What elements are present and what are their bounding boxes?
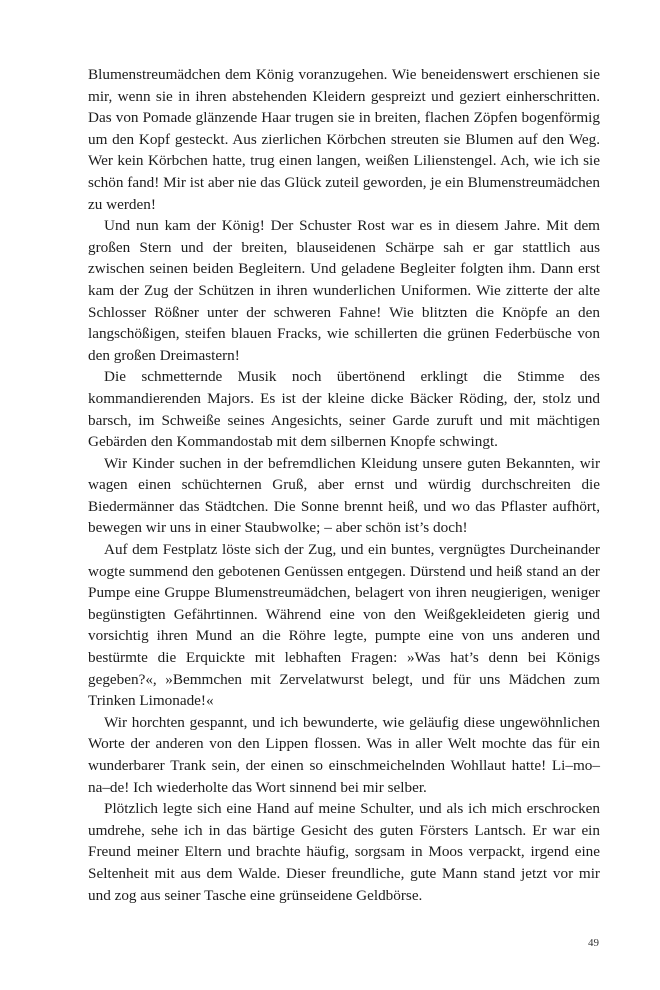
paragraph-4: Wir Kinder suchen in der befremdlichen Kleidung unsere guten Bekannten, wir wagen einen schüchternen Gruß, aber ernst und würdig durchschreiten die Biedermänner das Städtchen. Die Sonne brennt heiß, und wo das Pflaster aufhört, bewegen wir uns in einer Staubwolke; – aber schön ist’s doch!: [88, 454, 600, 537]
paragraph-2: Und nun kam der König! Der Schuster Rost war es in diesem Jahre. Mit dem großen Stern und der breiten, blauseidenen Schärpe sah er gar stattlich aus zwischen seinen beiden Begleitern. Und geladene Begleiter folgten ihm. Dann erst kam der Zug der Schützen in ihren wunderlichen Uniformen. Wie zitterte der alte Schlosser Rößner unter der schweren Fahne! Wie blitzten die Knöpfe an den langschößigen, steifen blauen Fracks, wie schillerten die grünen Federbüsche von den großen Dreimastern!: [88, 217, 600, 364]
paragraph-6: Wir horchten gespannt, und ich bewunderte, wie geläufig diese ungewöhnlichen Worte der anderen von den Lippen flossen. Was in aller Welt mochte das für ein wunderbarer Trank sein, der einen so einschmeichelnden Wohllaut hatte! Li–mo–na–de! Ich wiederholte das Wort sinnend bei mir selber.: [88, 713, 600, 796]
page-number: 49: [588, 937, 599, 949]
body-text: [88, 64, 600, 906]
paragraph-1: Blumenstreumädchen dem König voranzugehen. Wie beneidenswert erschienen sie mir, wenn sie in ihren abstehenden Kleidern gespreizt und geziert einherschritten. Das von Pomade glänzende Haar trugen sie in breiten, flachen Zöpfen bogenförmig um den Kopf gesteckt. Aus zierlichen Körbchen streuten sie Blumen auf den Weg. Wer kein Körbchen hatte, trug einen langen, weißen Lilienstengel. Ach, wie ich sie schön fand! Mir ist aber nie das Glück zuteil geworden, je ein Blumenstreumädchen zu werden!: [88, 66, 600, 213]
paragraph-5: Auf dem Festplatz löste sich der Zug, und ein buntes, vergnügtes Durcheinander wogte summend den gebotenen Genüssen entgegen. Dürstend und heiß stand an der Pumpe eine Gruppe Blumenstreumädchen, belagert von ihren neugierigen, weniger begünstigten Gefährtinnen. Während eine von den Weißgekleideten gierig und vorsichtig ihren Mund an die Röhre legte, pumpte eine von uns anderen und bestürmte die Erquickte mit lebhaften Fragen: »Was hat’s denn bei Königs gegeben?«, »Bemmchen mit Zervelatwurst belegt, und für uns Mädchen zum Trinken Limonade!«: [88, 541, 600, 710]
paragraph-3: Die schmetternde Musik noch übertönend erklingt die Stimme des kommandierenden Majors. Es ist der kleine dicke Bäcker Röding, der, stolz und barsch, im Schweiße seines Angesichts, seiner Garde zuruft und mit mächtigen Gebärden den Kommandostab mit dem silbernen Knopfe schwingt.: [88, 368, 600, 451]
paragraph-7: Plötzlich legte sich eine Hand auf meine Schulter, und als ich mich erschrocken umdrehe, sehe ich in das bärtige Gesicht des guten Försters Lantsch. Er war ein Freund meiner Eltern und brachte häufig, sorgsam in Moos verpackt, irgend eine Seltenheit mit aus dem Walde. Dieser freundliche, gute Mann stand jetzt vor mir und zog aus seiner Tasche eine grünseidene Geldbörse.: [88, 800, 600, 904]
